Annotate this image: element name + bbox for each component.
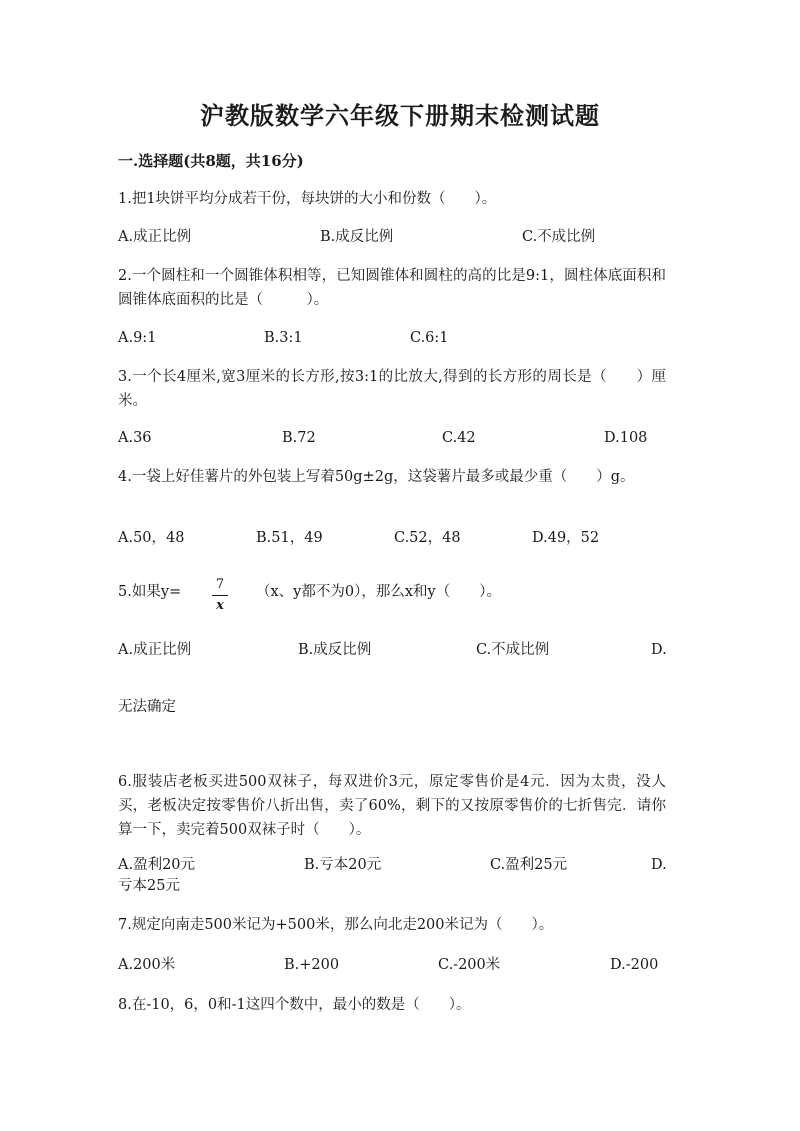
question-1: 1.把1块饼平均分成若干份，每块饼的大小和份数（ ）。 [118,191,497,207]
option-a[interactable]: A.成正比例 [118,642,192,658]
question-2: 2.一个圆柱和一个圆锥体积相等，已知圆锥体和圆柱的高的比是9:1，圆柱体底面积和圆锥体底面积的比是（ ）。 [118,268,666,308]
option-b[interactable]: B.成反比例 [320,229,394,245]
question-5-options [118,638,666,662]
option-c[interactable]: C.不成比例 [476,642,550,658]
question-1-options [118,225,666,249]
option-d[interactable]: D.-200 [610,957,659,973]
option-b[interactable]: B.+200 [284,957,340,973]
option-d-text[interactable]: 无法确定 [118,699,176,715]
question-5-suffix: （x、y都不为0），那么x和y（ ）。 [256,584,501,600]
option-c[interactable]: C.52，48 [394,530,461,546]
question-5-prefix: 5.如果y= [118,584,182,600]
option-b[interactable]: B.成反比例 [298,642,372,658]
question-8: 8.在-10，6，0和-1这四个数中，最小的数是（ ）。 [118,997,471,1013]
question-4-options [118,526,666,550]
option-d[interactable]: D. [651,642,667,658]
question-3-options [118,426,666,450]
page-title: 沪教版数学六年级下册期末检测试题 [200,101,600,130]
option-a[interactable]: A.36 [118,430,152,446]
option-d-text[interactable]: 亏本25元 [118,878,180,894]
option-c[interactable]: C.42 [442,430,476,446]
option-c[interactable]: C.不成比例 [522,229,596,245]
option-b[interactable]: B.3:1 [264,330,303,346]
option-b[interactable]: B.51，49 [256,530,323,546]
question-2-options [118,326,666,350]
fraction-numerator: 7 [215,577,225,592]
question-3: 3.一个长4厘米,宽3厘米的长方形,按3:1的比放大,得到的长方形的周长是（ ）厘米。 [118,369,666,409]
option-d[interactable]: D.49，52 [532,530,600,546]
fraction-bar [212,595,228,596]
option-b[interactable]: B.亏本20元 [304,857,382,873]
option-a[interactable]: A.200米 [118,957,176,973]
fraction-denominator: x [216,598,224,613]
fraction-7-over-x [212,577,228,614]
option-d[interactable]: D.108 [604,430,648,446]
option-c[interactable]: C.6:1 [410,330,449,346]
option-b[interactable]: B.72 [282,430,316,446]
question-4: 4.一袋上好佳薯片的外包装上写着50g±2g，这袋薯片最多或最少重（ ）g。 [118,469,635,485]
question-7-options [118,953,666,977]
option-a[interactable]: A.成正比例 [118,229,192,245]
option-c[interactable]: C.盈利25元 [490,857,568,873]
section-heading: 一.选择题(共8题，共16分) [118,152,304,170]
option-d[interactable]: D. [651,857,667,873]
option-a[interactable]: A.9:1 [118,330,157,346]
option-c[interactable]: C.-200米 [438,957,501,973]
question-7: 7.规定向南走500米记为+500米，那么向北走200米记为（ ）。 [118,917,554,933]
option-a[interactable]: A.盈利20元 [118,857,196,873]
option-a[interactable]: A.50，48 [118,530,185,546]
question-6: 6.服装店老板买进500双袜子，每双进价3元，原定零售价是4元．因为太贵，没人买，老板决定按零售价八折出售，卖了60%，剩下的又按原零售价的七折售完．请你算一下，卖完着500双袜子时（ ）。 [118,774,666,838]
question-6-options [118,853,666,877]
